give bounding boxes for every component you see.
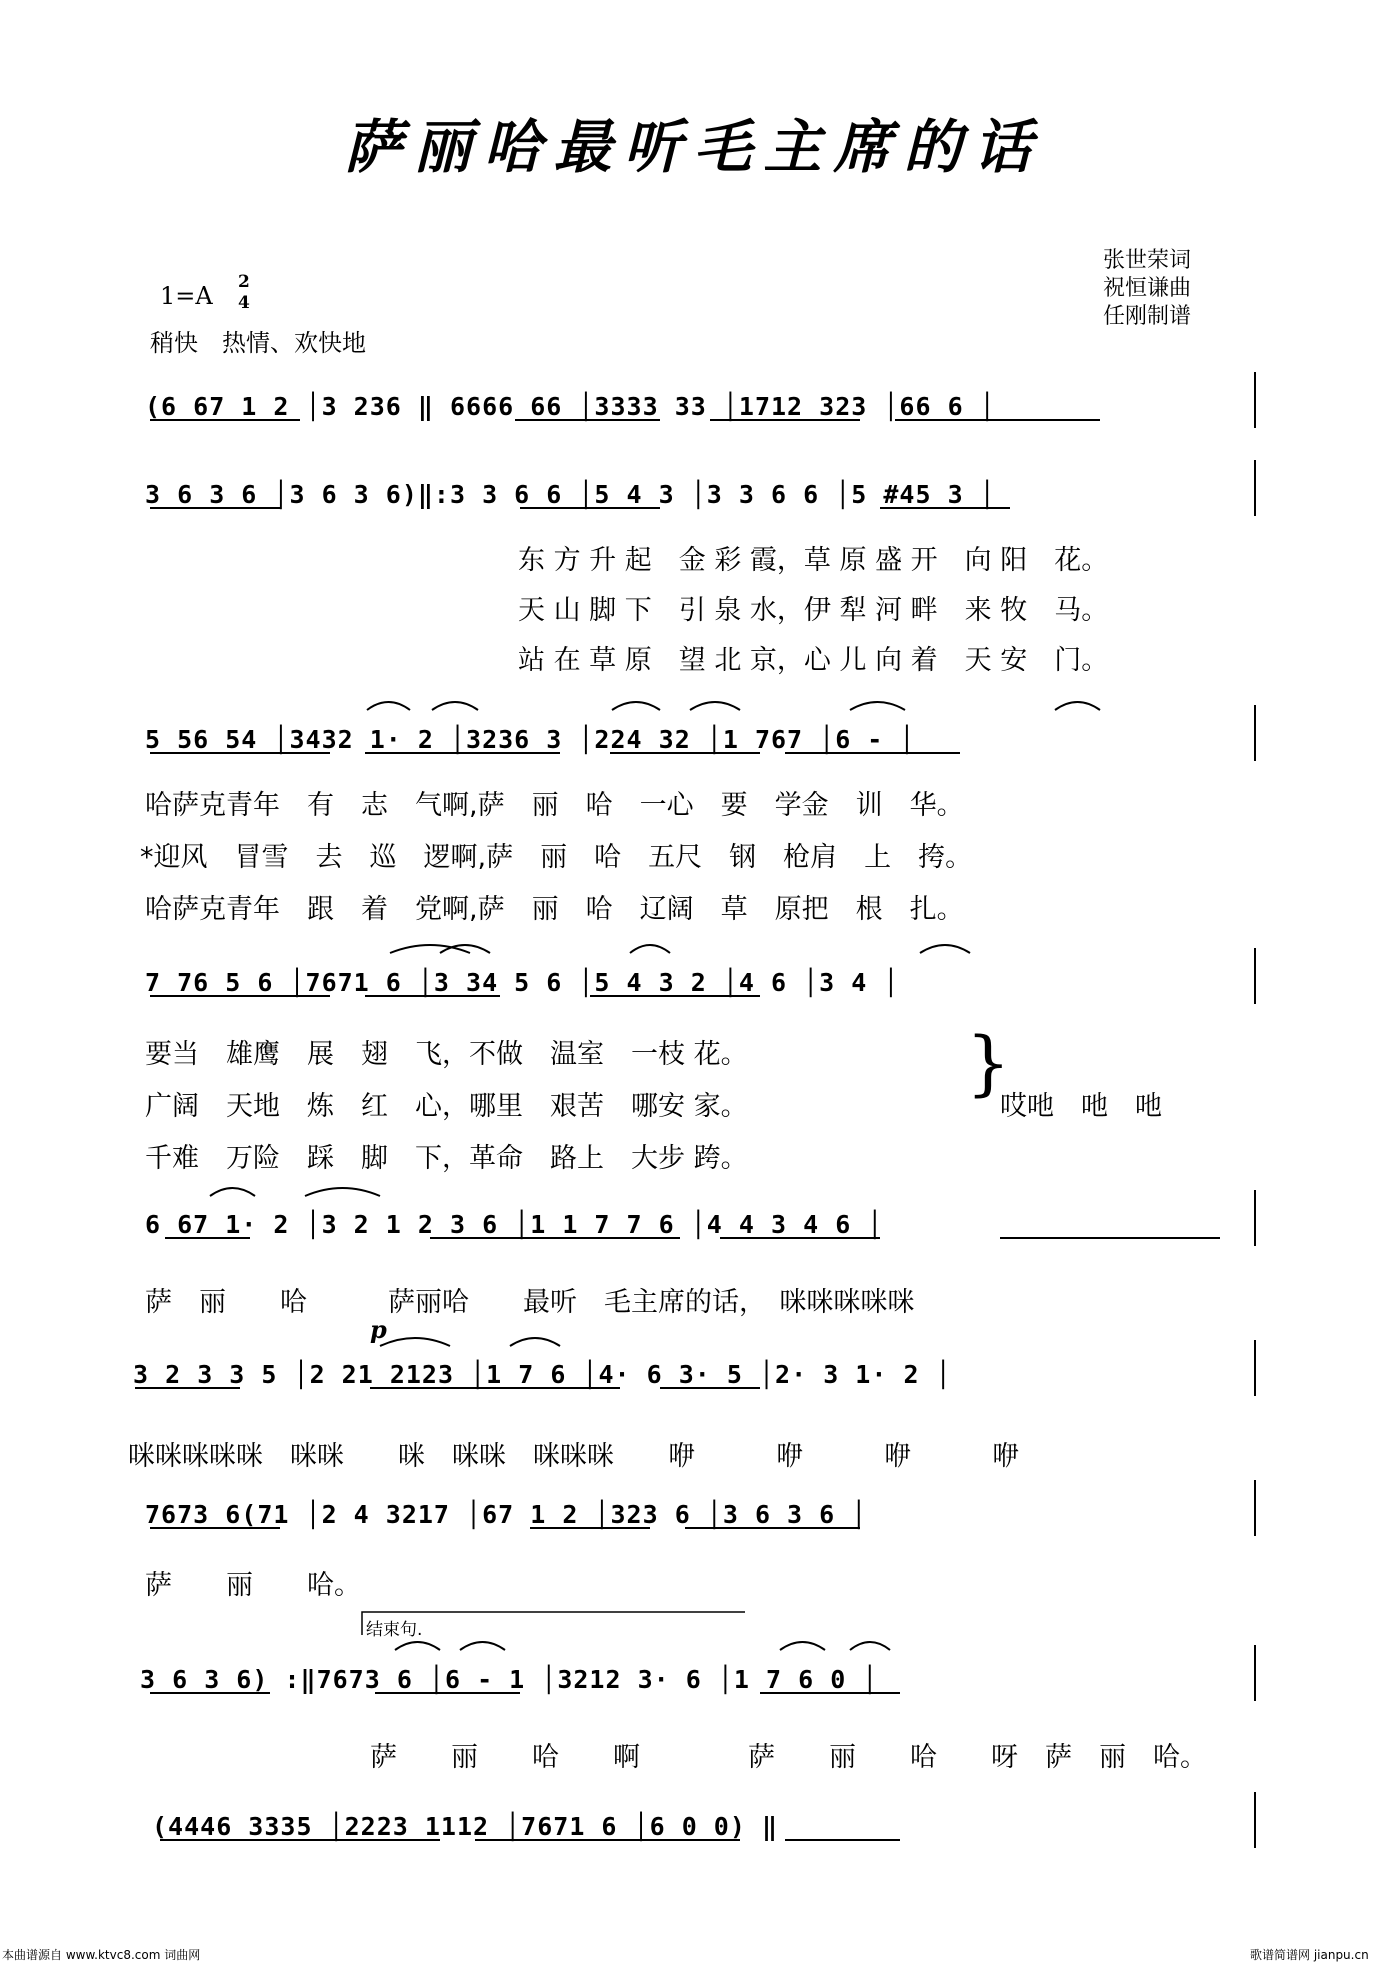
slur-1 bbox=[367, 702, 410, 710]
slur-13 bbox=[380, 1338, 450, 1346]
music-line-5: 6 67 1· 2 │3 2 1 2 3 6 │1 1 7 7 6 │4 4 3 4 6 │ bbox=[145, 1210, 884, 1239]
lyric-v1-3: 站 在 草 原 望 北 京，心 儿 向 着 天 安 门。 bbox=[518, 645, 1109, 676]
composer-credit: 祝恒谦曲 bbox=[1103, 276, 1192, 301]
music-line-7: 7673 6(71 │2 4 3217 │67 1 2 │323 6 │3 6 3 6 │ bbox=[145, 1500, 868, 1529]
time-signature-bottom: 4 bbox=[238, 293, 250, 313]
lyric-v2-2: *迎风 冒雪 去 巡 逻啊,萨 丽 哈 五尺 钢 枪肩 上 挎。 bbox=[140, 842, 973, 873]
key-signature: 1=A bbox=[160, 282, 213, 310]
lyric-v2-3: 哈萨克青年 跟 着 党啊,萨 丽 哈 辽阔 草 原把 根 扎。 bbox=[145, 894, 964, 925]
ending-label: 结束句. bbox=[366, 1620, 423, 1640]
lyric-line-7: 萨 丽 哈。 bbox=[145, 1570, 361, 1601]
slur-5 bbox=[850, 702, 905, 710]
page-title: 萨丽哈最听毛主席的话 bbox=[343, 113, 1044, 181]
slur-10 bbox=[920, 945, 970, 953]
slur-12 bbox=[305, 1188, 380, 1196]
slur-6 bbox=[1055, 702, 1100, 710]
music-line-3: 5 56 54 │3432 1· 2 │3236 3 │224 32 │1 767 │6 - │ bbox=[145, 725, 916, 754]
dynamic-mark: p bbox=[370, 1315, 387, 1344]
music-line-1: (6 67 1 2 │3 236 ‖ 6666 66 │3333 33 │1712 323 │66 6 │ bbox=[145, 392, 996, 421]
lyric-v3-1: 要当 雄鹰 展 翅 飞，不做 温室 一枝 花。 bbox=[145, 1039, 748, 1070]
slur-4 bbox=[690, 702, 740, 710]
lyricist-credit: 张世荣词 bbox=[1103, 248, 1192, 273]
arranger-credit: 任刚制谱 bbox=[1103, 304, 1192, 329]
footer-site: 歌谱简谱网 jianpu.cn bbox=[1250, 1948, 1369, 1962]
music-line-2: 3 6 3 6 │3 6 3 6)‖:3 3 6 6 │5 4 3 │3 3 6 6 │5 #45 3 │ bbox=[145, 480, 996, 509]
slur-14 bbox=[510, 1338, 560, 1346]
lyric-v3-2: 广阔 天地 炼 红 心，哪里 艰苦 哪安 家。 bbox=[145, 1091, 748, 1122]
slur-9 bbox=[630, 945, 670, 953]
brace: } bbox=[966, 1022, 1011, 1104]
slur-16 bbox=[460, 1642, 505, 1650]
lyric-line-5: 萨 丽 哈 萨丽哈 最听 毛主席的话， 咪咪咪咪咪 bbox=[145, 1287, 915, 1318]
lyric-line-8: 萨 丽 哈 啊 萨 丽 哈 呀 萨 丽 哈。 bbox=[370, 1742, 1207, 1773]
lyric-line-6: 咪咪咪咪咪 咪咪 咪 咪咪 咪咪咪 咿 咿 咿 咿 bbox=[128, 1441, 1019, 1472]
lyric-v3-3: 千难 万险 踩 脚 下，革命 路上 大步 跨。 bbox=[145, 1143, 748, 1174]
slur-3 bbox=[612, 702, 660, 710]
tempo-marking: 稍快 热情、欢快地 bbox=[150, 329, 366, 357]
lyric-v2-1: 哈萨克青年 有 志 气啊,萨 丽 哈 一心 要 学金 训 华。 bbox=[145, 790, 964, 821]
music-line-9: (4446 3335 │2223 1112 │7671 6 │6 0 0) ‖ bbox=[152, 1812, 778, 1841]
footer-source: 本曲谱源自 www.ktvc8.com 词曲网 bbox=[2, 1948, 201, 1962]
interjection: 哎吔 吔 吔 bbox=[1000, 1091, 1162, 1122]
slur-18 bbox=[850, 1642, 890, 1650]
slur-2 bbox=[432, 702, 478, 710]
slur-17 bbox=[780, 1642, 825, 1650]
slur-15 bbox=[395, 1642, 440, 1650]
music-line-8: 3 6 3 6) :‖7673 6 │6 - 1 │3212 3· 6 │1 7 6 0 │ bbox=[140, 1665, 879, 1694]
time-signature-top: 2 bbox=[238, 272, 250, 292]
lyric-v1-2: 天 山 脚 下 引 泉 水，伊 犁 河 畔 来 牧 马。 bbox=[518, 595, 1109, 626]
music-line-6: 3 2 3 3 5 │2 21 2123 │1 7 6 │4· 6 3· 5 │2· 3 1· 2 │ bbox=[133, 1360, 952, 1389]
lyric-v1-1: 东 方 升 起 金 彩 霞，草 原 盛 开 向 阳 花。 bbox=[518, 545, 1109, 576]
slur-11 bbox=[210, 1188, 255, 1196]
music-line-4: 7 76 5 6 │7671 6 │3 34 5 6 │5 4 3 2 │4 6 │3 4 │ bbox=[145, 968, 900, 997]
